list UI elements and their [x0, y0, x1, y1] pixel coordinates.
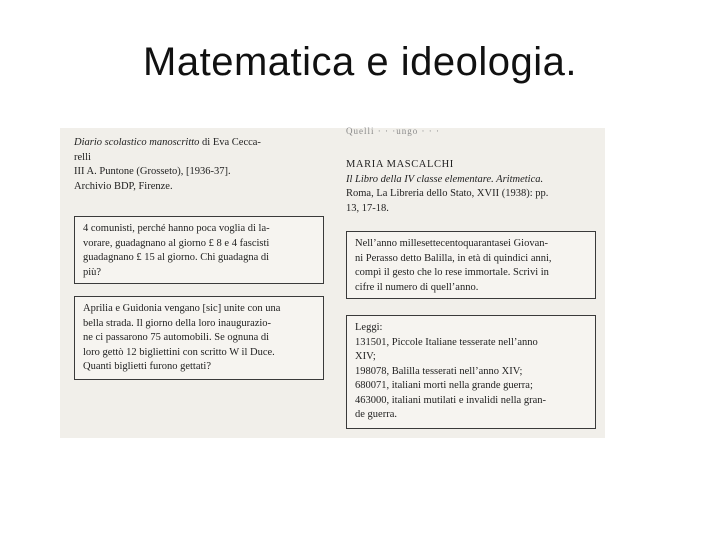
left-problem-box-communists	[74, 216, 324, 284]
right-citation-line: Roma, La Libreria dello Stato, XVII (1938): pp.	[346, 188, 549, 199]
right-citation-author: MARIA MASCALCHI	[346, 159, 454, 170]
problem-line: Nell’anno millesettecentoquarantasei Giovan-	[355, 238, 549, 249]
right-source-citation	[346, 158, 602, 216]
problem-line: 131501, Piccole Italiane tesserate nell’anno	[355, 336, 538, 348]
right-citation-line: 13, 17-18.	[346, 202, 389, 214]
problem-line: vorare, guadagnano al giorno £ 8 e 4 fascisti	[83, 237, 270, 249]
left-source-citation	[74, 136, 330, 194]
problem-line: ni Perasso detto Balilla, in età di quindici anni,	[355, 252, 552, 264]
left-citation-title: Diario scolastico manoscritto	[74, 137, 200, 148]
problem-line: 198078, Balilla tesserati nell’anno XIV;	[355, 365, 523, 377]
left-citation-line: Archivio BDP, Firenze.	[74, 180, 173, 192]
problem-line: XIV;	[355, 351, 376, 362]
problem-line: Aprilia e Guidonia vengano [sic] unite con una	[83, 303, 281, 314]
left-citation-line: Diario scolastico manoscritto di Eva Cecca-	[74, 137, 261, 148]
problem-line: 680071, italiani morti nella grande guerra;	[355, 380, 533, 391]
problem-line: cifre il numero di quell’anno.	[355, 281, 479, 293]
problem-line: più?	[83, 266, 102, 278]
problem-line: compì il gesto che lo rese immortale. Scrivi in	[355, 267, 549, 278]
problem-line: ne ci passarono 75 automobili. Se ognuna di	[83, 332, 270, 343]
scanned-page	[60, 128, 605, 438]
problem-line: bella strada. Il giorno della loro inaugurazio-	[83, 317, 272, 329]
left-citation-line: relli	[74, 151, 91, 163]
right-citation-line: Il Libro della IV classe elementare. Aritmetica.	[346, 173, 544, 185]
problem-line: loro gettò 12 bigliettini con scritto W il Duce.	[83, 346, 275, 358]
problem-line: de guerra.	[355, 409, 397, 420]
right-cut-off-text: Quelli · · ·ungo · · ·	[346, 126, 440, 136]
right-problem-box-leggi	[346, 315, 596, 429]
right-problem-box-balilla	[346, 231, 596, 299]
slide-title: Matematica e ideologia.	[143, 40, 577, 84]
problem-line: Leggi:	[355, 322, 383, 333]
left-problem-box-aprilia	[74, 296, 324, 380]
problem-line: Quanti biglietti furono gettati?	[83, 361, 212, 372]
problem-line: 463000, italiani mutilati e invalidi nella gran-	[355, 394, 546, 406]
problem-line: guadagnano £ 15 al giorno. Chi guadagna di	[83, 252, 270, 263]
problem-line: 4 comunisti, perché hanno poca voglia di la-	[83, 223, 270, 234]
left-citation-line: III A. Puntone (Grosseto), [1936-37].	[74, 166, 231, 177]
